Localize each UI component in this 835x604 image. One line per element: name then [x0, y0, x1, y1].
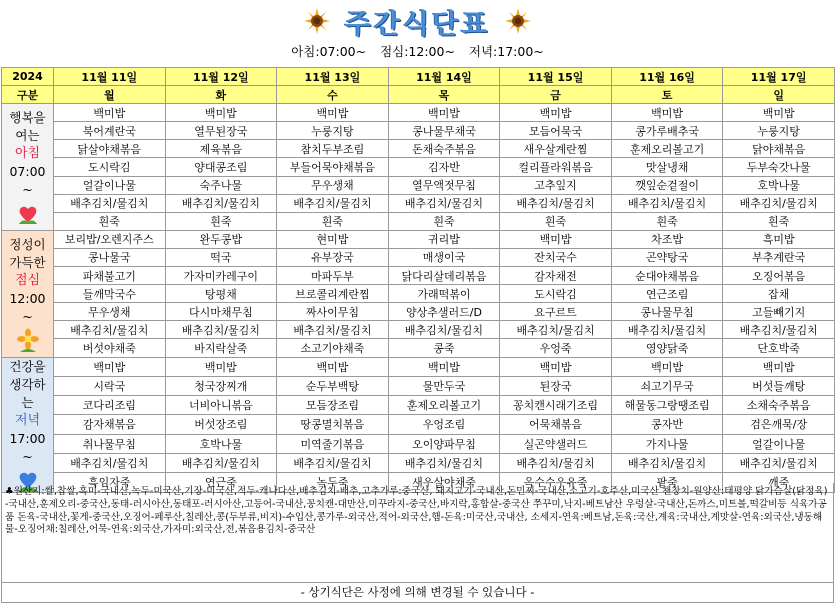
menu-item: 흰죽 [723, 212, 835, 230]
menu-item: 순대야채볶음 [611, 267, 723, 285]
menu-item: 감자채전 [500, 267, 612, 285]
change-notice: - 상기식단은 사정에 의해 변경될 수 있습니다 - [1, 583, 834, 603]
menu-item: 오이양파무침 [388, 434, 500, 453]
menu-item: 흰죽 [165, 212, 277, 230]
menu-item: 백미밥 [500, 357, 612, 376]
menu-item: 백미밥 [500, 230, 612, 248]
menu-item: 곤약탕국 [611, 248, 723, 266]
section-label-line: 생각하 [9, 376, 46, 392]
menu-item: 참치두부조림 [277, 140, 389, 158]
menu-item: 훈제오리볼고기 [611, 140, 723, 158]
menu-item: 김자반 [388, 158, 500, 176]
meal-tilde: ~ [22, 182, 33, 198]
weekday-cell: 금 [500, 86, 612, 104]
menu-item: 배추김치/물김치 [165, 194, 277, 212]
menu-item: 파채불고기 [54, 267, 166, 285]
menu-item: 가래떡볶이 [388, 285, 500, 303]
date-cell: 11월 12일 [165, 68, 277, 86]
menu-item: 보리밥/오렌지주스 [54, 230, 166, 248]
breakfast-row [2, 176, 835, 194]
menu-item: 잡채 [723, 285, 835, 303]
menu-item: 백미밥 [388, 104, 500, 122]
category-label: 구분 [2, 86, 54, 104]
menu-item: 흑임자죽 [54, 473, 166, 492]
menu-item: 땅콩멸치볶음 [277, 415, 389, 434]
menu-item: 배추김치/물김치 [165, 453, 277, 472]
menu-item: 배추김치/물김치 [277, 453, 389, 472]
section-label-line: 가득한 [9, 254, 46, 270]
breakfast-row [2, 212, 835, 230]
menu-item: 맛살냉채 [611, 158, 723, 176]
meal-name: 점심 [14, 272, 41, 288]
menu-item: 청국장찌개 [165, 376, 277, 395]
date-cell: 11월 13일 [277, 68, 389, 86]
menu-item: 검은깨묵/장 [723, 415, 835, 434]
orange-flower-icon [15, 328, 41, 352]
menu-item: 열무된장국 [165, 122, 277, 140]
menu-item: 배추김치/물김치 [388, 194, 500, 212]
menu-item: 실곤약샐러드 [500, 434, 612, 453]
menu-item: 요구르트 [500, 303, 612, 321]
menu-item: 녹두죽 [277, 473, 389, 492]
menu-item: 어묵채볶음 [500, 415, 612, 434]
breakfast-row [2, 104, 835, 122]
menu-item: 백미밥 [723, 357, 835, 376]
menu-item: 귀리밥 [388, 230, 500, 248]
breakfast-row [2, 194, 835, 212]
heart-flower-icon [15, 201, 41, 225]
menu-item: 백미밥 [54, 104, 166, 122]
dinner-row [2, 453, 835, 472]
menu-item: 두부숙갓나물 [723, 158, 835, 176]
menu-item: 배추김치/물김치 [500, 321, 612, 339]
menu-item: 떡국 [165, 248, 277, 266]
dinner-label [2, 357, 54, 492]
menu-item: 배추김치/물김치 [723, 453, 835, 472]
menu-item: 콩가루배추국 [611, 122, 723, 140]
menu-item: 코다리조림 [54, 396, 166, 415]
date-cell: 11월 14일 [388, 68, 500, 86]
menu-item: 백미밥 [500, 104, 612, 122]
lunch-row [2, 248, 835, 266]
menu-item: 닭야채볶음 [723, 140, 835, 158]
menu-item: 호박나물 [165, 434, 277, 453]
menu-item: 콩죽 [388, 339, 500, 357]
date-cell: 11월 16일 [611, 68, 723, 86]
date-cell: 11월 17일 [723, 68, 835, 86]
menu-item: 배추김치/물김치 [54, 321, 166, 339]
lunch-row [2, 230, 835, 248]
menu-item: 현미밥 [277, 230, 389, 248]
menu-item: 다시마채무침 [165, 303, 277, 321]
menu-item: 배추김치/물김치 [723, 321, 835, 339]
page-title: 주간식단표 [344, 8, 491, 40]
menu-table [1, 67, 835, 493]
menu-item: 백미밥 [165, 357, 277, 376]
menu-item: 쇠고기무국 [611, 376, 723, 395]
menu-item: 시락국 [54, 376, 166, 395]
menu-item: 백미밥 [611, 104, 723, 122]
menu-item: 배추김치/물김치 [54, 453, 166, 472]
menu-item: 영양닭죽 [611, 339, 723, 357]
meal-time: 12:00 [9, 290, 46, 306]
menu-item: 버섯야채죽 [54, 339, 166, 357]
title-area [0, 2, 835, 40]
menu-item: 배추김치/물김치 [165, 321, 277, 339]
menu-item: 도시락김 [54, 158, 166, 176]
menu-item: 도시락김 [500, 285, 612, 303]
weekday-row [2, 86, 835, 104]
menu-item: 백미밥 [277, 104, 389, 122]
menu-item: 제육볶음 [165, 140, 277, 158]
sunflower-icon [504, 7, 532, 35]
menu-item: 소고기야채죽 [277, 339, 389, 357]
menu-item: 버섯들깨탕 [723, 376, 835, 395]
menu-item: 무우생채 [277, 176, 389, 194]
dinner-row [2, 415, 835, 434]
menu-item: 짜사이무침 [277, 303, 389, 321]
date-cell: 11월 11일 [54, 68, 166, 86]
menu-item: 옥수수우유죽 [500, 473, 612, 492]
meal-tilde: ~ [22, 308, 33, 324]
menu-item: 양대콩조림 [165, 158, 277, 176]
menu-item: 배추김치/물김치 [388, 321, 500, 339]
menu-item: 닭다리살데리볶음 [388, 267, 500, 285]
dinner-row [2, 434, 835, 453]
meal-time: 17:00 [9, 430, 46, 446]
section-label-line: 여는 [15, 128, 40, 144]
menu-item: 깨죽 [723, 473, 835, 492]
menu-item: 양상추샐러드/D [388, 303, 500, 321]
date-row [2, 68, 835, 86]
menu-item: 배추김치/물김치 [388, 453, 500, 472]
menu-item: 닭살야채볶음 [54, 140, 166, 158]
menu-item: 배추김치/물김치 [500, 453, 612, 472]
menu-item: 깻잎순겉절이 [611, 176, 723, 194]
section-label-line: 는 [21, 394, 34, 410]
lunch-row [2, 321, 835, 339]
dinner-row [2, 396, 835, 415]
menu-item: 소채숙주볶음 [723, 396, 835, 415]
menu-item: 콩나물국 [54, 248, 166, 266]
menu-item: 흰죽 [277, 212, 389, 230]
menu-item: 얼갈이나물 [54, 176, 166, 194]
sunflower-icon [303, 7, 331, 35]
origin-notice: ♣원산지:쌀,찹쌀,흑미-국내산,녹두-미국산,기장-미국산,적두-캐나다산,배추김치-배추,고추가루:중국산, 돼지고기-국내산,돈민찌-국내산,소고기-호주산,미국산 챈창치-원양산:태평양 닭가슴살(닭정육)-국내산,훈제오리-중국산,동태-러시아산,동태포-러시아산,고등어-국내산,꽁치캔-대만산,미꾸라지-중국산,바지락,홍합살-중국산 쭈꾸미,낙지-베트남산 우렁살-국내산,돈까스,미트볼,떡갈비등 식육가공품 돈육-국내산,꽃게-중국산,오징어-페루산,칠레산,콩(두부류,비지)-수입산,콩가루-외국산,적어-외국산,햄-돈육:미국산,국내산, 소세지-연육:베트남,돈육:국산,계육:국내산,계맛살-연육:외국산,냉동해물-오징어채:칠레산,어묵-연육:외국산,가자미:외국산,전,볶음용김치-중국산 [1, 483, 834, 583]
menu-item: 흰죽 [388, 212, 500, 230]
menu-item: 배추김치/물김치 [500, 194, 612, 212]
menu-item: 우엉조림 [388, 415, 500, 434]
menu-item: 탕평채 [165, 285, 277, 303]
menu-item: 열무액젓무침 [388, 176, 500, 194]
meal-name: 저녁 [14, 412, 41, 428]
menu-item: 고들빼기지 [723, 303, 835, 321]
menu-item: 꽁치캔시래기조림 [500, 396, 612, 415]
lunch-time: 점심:12:00~ [380, 44, 455, 59]
menu-item: 배추김치/물김치 [611, 194, 723, 212]
menu-item: 돈채숙주볶음 [388, 140, 500, 158]
menu-item: 고추잎지 [500, 176, 612, 194]
menu-item: 컬리플라워볶음 [500, 158, 612, 176]
menu-item: 백미밥 [165, 104, 277, 122]
menu-item: 바지락살죽 [165, 339, 277, 357]
menu-item: 백미밥 [611, 357, 723, 376]
menu-item: 부들어묵야채볶음 [277, 158, 389, 176]
lunch-row [2, 339, 835, 357]
menu-item: 브로콜리계란찜 [277, 285, 389, 303]
weekday-cell: 수 [277, 86, 389, 104]
menu-item: 북어계란국 [54, 122, 166, 140]
menu-item: 잔치국수 [500, 248, 612, 266]
menu-item: 모듬어묵국 [500, 122, 612, 140]
menu-item: 배추김치/물김치 [611, 453, 723, 472]
menu-item: 백미밥 [723, 104, 835, 122]
weekday-cell: 일 [723, 86, 835, 104]
menu-item: 배추김치/물김치 [277, 321, 389, 339]
dinner-row [2, 376, 835, 395]
menu-item: 얼갈이나물 [723, 434, 835, 453]
menu-item: 흰죽 [500, 212, 612, 230]
weekday-cell: 월 [54, 86, 166, 104]
menu-item: 미역줄기볶음 [277, 434, 389, 453]
dinner-time: 저녁:17:00~ [468, 44, 544, 59]
menu-item: 콩나물무침 [611, 303, 723, 321]
menu-item: 단호박죽 [723, 339, 835, 357]
menu-item: 유부장국 [277, 248, 389, 266]
weekday-cell: 토 [611, 86, 723, 104]
menu-item: 취나물무침 [54, 434, 166, 453]
section-label-line: 정성이 [9, 236, 46, 252]
menu-item: 누룽지탕 [277, 122, 389, 140]
breakfast-label [2, 104, 54, 231]
menu-item: 연근죽 [165, 473, 277, 492]
menu-item: 연근조림 [611, 285, 723, 303]
breakfast-time: 아침:07:00~ [291, 44, 367, 59]
menu-item: 흑미밥 [723, 230, 835, 248]
menu-item: 순두부백탕 [277, 376, 389, 395]
meal-time: 07:00 [9, 164, 46, 180]
menu-item: 우엉죽 [500, 339, 612, 357]
section-label-line: 건강을 [9, 358, 46, 374]
menu-item: 마파두부 [277, 267, 389, 285]
menu-item: 가자미카레구이 [165, 267, 277, 285]
menu-item: 들깨막국수 [54, 285, 166, 303]
weekday-cell: 목 [388, 86, 500, 104]
menu-item: 버섯장조림 [165, 415, 277, 434]
menu-item: 숙주나물 [165, 176, 277, 194]
menu-item: 너비아니볶음 [165, 396, 277, 415]
year-cell: 2024 [2, 68, 54, 86]
meal-name: 아침 [14, 146, 41, 162]
menu-item: 누룽지탕 [723, 122, 835, 140]
date-cell: 11월 15일 [500, 68, 612, 86]
breakfast-row [2, 140, 835, 158]
menu-item: 팥죽 [611, 473, 723, 492]
menu-item: 오징어볶음 [723, 267, 835, 285]
menu-item: 새우살야채죽 [388, 473, 500, 492]
menu-item: 된장국 [500, 376, 612, 395]
breakfast-row [2, 122, 835, 140]
menu-item: 새우살계란찜 [500, 140, 612, 158]
menu-item: 흰죽 [611, 212, 723, 230]
menu-item: 부추계란국 [723, 248, 835, 266]
menu-item: 매생이국 [388, 248, 500, 266]
meal-times [0, 42, 835, 60]
menu-item: 완두콩밥 [165, 230, 277, 248]
menu-item: 모듬장조림 [277, 396, 389, 415]
meal-tilde: ~ [22, 448, 33, 464]
menu-item: 콩나물무채국 [388, 122, 500, 140]
dinner-row [2, 357, 835, 376]
breakfast-row [2, 158, 835, 176]
menu-item: 가지나물 [611, 434, 723, 453]
menu-item: 백미밥 [388, 357, 500, 376]
menu-item: 훈제오리볼고기 [388, 396, 500, 415]
menu-item: 배추김치/물김치 [277, 194, 389, 212]
menu-item: 해물동그랑땡조림 [611, 396, 723, 415]
weekday-cell: 화 [165, 86, 277, 104]
lunch-label [2, 230, 54, 357]
menu-item: 배추김치/물김치 [611, 321, 723, 339]
menu-item: 배추김치/물김치 [723, 194, 835, 212]
menu-item: 백미밥 [54, 357, 166, 376]
menu-item: 무우생채 [54, 303, 166, 321]
menu-item: 차조밥 [611, 230, 723, 248]
lunch-row [2, 267, 835, 285]
lunch-row [2, 303, 835, 321]
menu-item: 호박나물 [723, 176, 835, 194]
menu-item: 콩자반 [611, 415, 723, 434]
menu-item: 백미밥 [277, 357, 389, 376]
section-label-line: 행복을 [9, 110, 46, 126]
lunch-row [2, 285, 835, 303]
menu-item: 물만두국 [388, 376, 500, 395]
menu-item: 배추김치/물김치 [54, 194, 166, 212]
menu-item: 흰죽 [54, 212, 166, 230]
menu-item: 감자채볶음 [54, 415, 166, 434]
